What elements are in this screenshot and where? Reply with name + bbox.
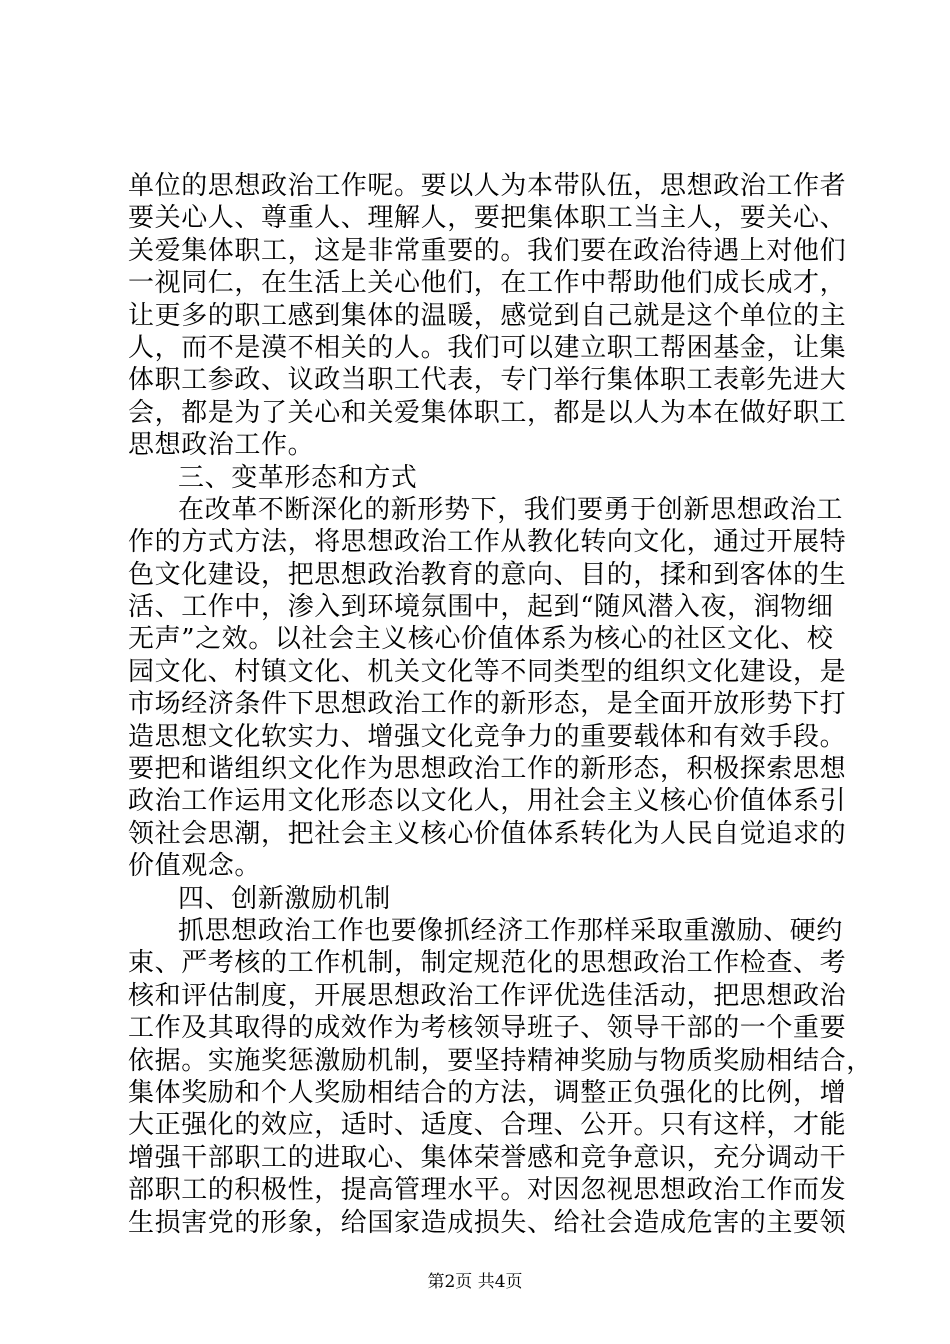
paragraph-line: 依据。实施奖惩激励机制，要坚持精神奖励与物质奖励相结合， [128, 1045, 873, 1076]
paragraph-line: 园文化、村镇文化、机关文化等不同类型的组织文化建设，是 [128, 656, 847, 687]
paragraph-line: 无声”之效。以社会主义核心价值体系为核心的社区文化、校 [128, 624, 834, 655]
paragraph-line: 思想政治工作。 [128, 430, 315, 461]
paragraph-line: 集体奖励和个人奖励相结合的方法，调整正负强化的比例，增 [128, 1077, 847, 1108]
paragraph-line: 作的方式方法，将思想政治工作从教化转向文化，通过开展特 [128, 527, 847, 558]
page-footer: 第2页 共4页 [427, 1272, 523, 1292]
paragraph-line: 工作及其取得的成效作为考核领导班子、领导干部的一个重要 [128, 1013, 847, 1044]
paragraph-line: 造思想文化软实力、增强文化竞争力的重要载体和有效手段。 [128, 721, 847, 752]
paragraph-line: 大正强化的效应，适时、适度、合理、公开。只有这样，才能 [128, 1110, 847, 1141]
paragraph-line: 市场经济条件下思想政治工作的新形态，是全面开放形势下打 [128, 689, 847, 720]
paragraph-line: 要把和谐组织文化作为思想政治工作的新形态，积极探索思想 [128, 754, 847, 785]
paragraph-line: 一视同仁，在生活上关心他们，在工作中帮助他们成长成才， [128, 268, 847, 299]
paragraph-line: 体职工参政、议政当职工代表，专门举行集体职工表彰先进大 [128, 365, 847, 396]
paragraph-line: 会，都是为了关心和关爱集体职工，都是以人为本在做好职工 [128, 397, 847, 428]
paragraph-line: 生损害党的形象，给国家造成损失、给社会造成危害的主要领 [128, 1207, 847, 1238]
paragraph-line-indented: 在改革不断深化的新形势下，我们要勇于创新思想政治工 [178, 494, 844, 525]
paragraph-line-indented: 三、变革形态和方式 [178, 462, 418, 493]
paragraph-line: 要关心人、尊重人、理解人，要把集体职工当主人，要关心、 [128, 203, 847, 234]
paragraph-line-indented: 抓思想政治工作也要像抓经济工作那样采取重激励、硬约 [178, 915, 844, 946]
paragraph-line: 部职工的积极性，提高管理水平。对因忽视思想政治工作而发 [128, 1175, 847, 1206]
paragraph-line: 色文化建设，把思想政治教育的意向、目的，揉和到客体的生 [128, 559, 847, 590]
document-body [128, 170, 873, 1239]
paragraph-line: 关爱集体职工，这是非常重要的。我们要在政治待遇上对他们 [128, 235, 847, 266]
paragraph-line: 束、严考核的工作机制，制定规范化的思想政治工作检查、考 [128, 948, 847, 979]
paragraph-line: 让更多的职工感到集体的温暖，感觉到自己就是这个单位的主 [128, 300, 847, 331]
paragraph-line: 活、工作中，渗入到环境氛围中，起到“随风潜入夜，润物细 [128, 592, 834, 623]
paragraph-line: 增强干部职工的进取心、集体荣誉感和竞争意识，充分调动干 [128, 1142, 847, 1173]
paragraph-line: 价值观念。 [128, 851, 262, 882]
paragraph-line: 单位的思想政治工作呢。要以人为本带队伍，思想政治工作者 [128, 171, 847, 201]
paragraph-line: 领社会思潮，把社会主义核心价值体系转化为人民自觉追求的 [128, 818, 847, 849]
paragraph-line: 人，而不是漠不相关的人。我们可以建立职工帮困基金，让集 [128, 332, 847, 363]
paragraph-line: 政治工作运用文化形态以文化人，用社会主义核心价值体系引 [128, 786, 847, 817]
paragraph-line-indented: 四、创新激励机制 [178, 883, 391, 914]
paragraph-line: 核和评估制度，开展思想政治工作评优选佳活动，把思想政治 [128, 980, 847, 1011]
